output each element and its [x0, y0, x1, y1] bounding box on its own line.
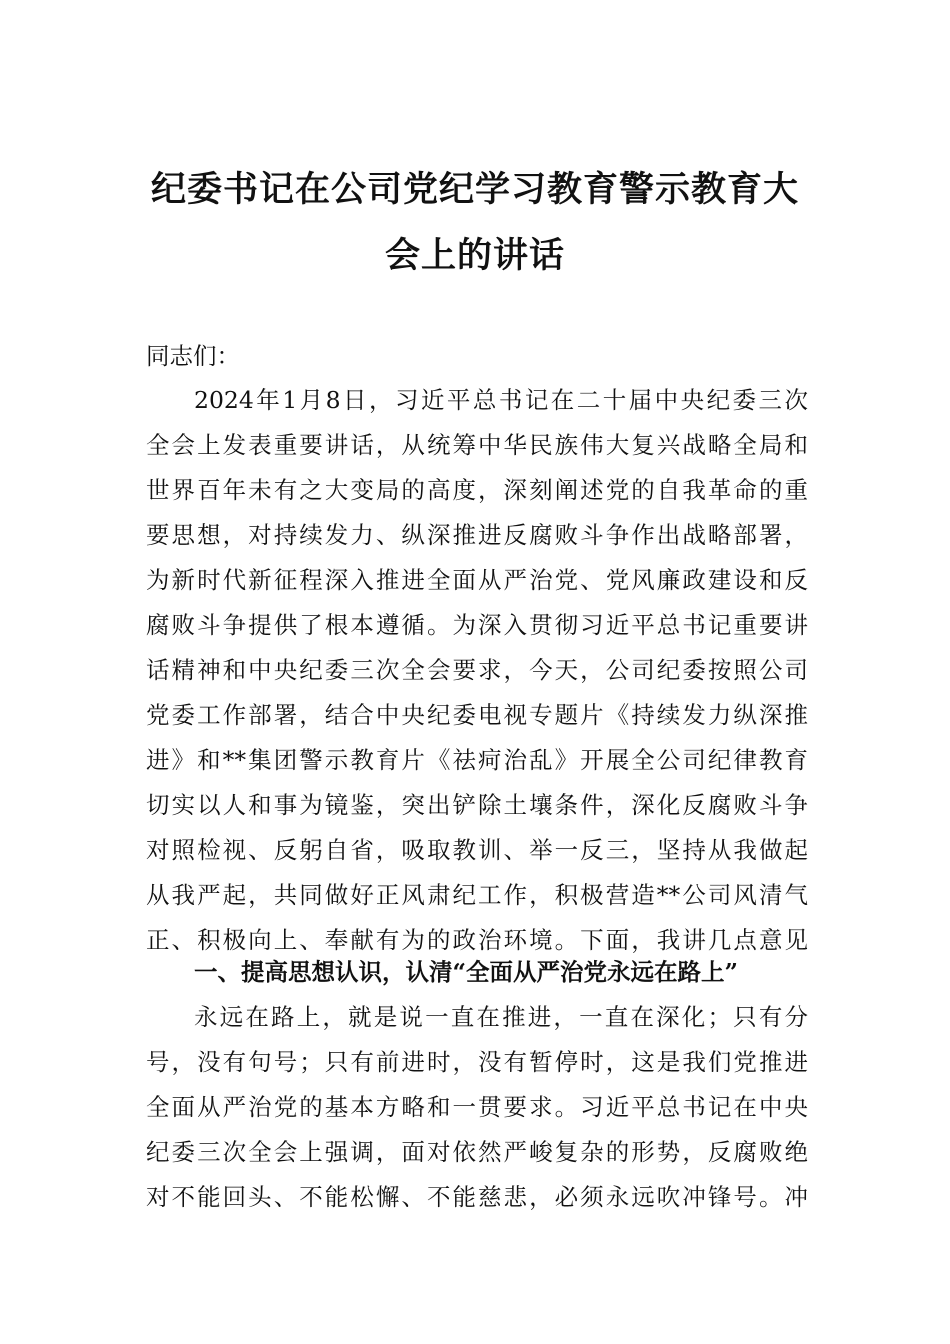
paragraph-line: 要思想，对持续发力、纵深推进反腐败斗争作出战略部署，: [146, 521, 808, 549]
paragraph-line: 进》和**集团警示教育片《祛疴治乱》开展全公司纪律教育: [146, 746, 808, 774]
salutation-text: 同志们：: [146, 342, 240, 370]
paragraph-line: 对不能回头、不能松懈、不能慈悲，必须永远吹冲锋号。冲: [146, 1183, 808, 1211]
paragraph-line: 话精神和中央纪委三次全会要求，今天，公司纪委按照公司: [146, 656, 808, 684]
paragraph-line: 世界百年未有之大变局的高度，深刻阐述党的自我革命的重: [146, 476, 808, 504]
section-heading-1: [146, 950, 808, 995]
paragraph-line: 纪委三次全会上强调，面对依然严峻复杂的形势，反腐败绝: [146, 1138, 808, 1166]
paragraph-line: 永远在路上，就是说一直在推进，一直在深化；只有分: [194, 1003, 808, 1031]
paragraph-2: [146, 995, 808, 1220]
paragraph-line: 腐败斗争提供了根本遵循。为深入贯彻习近平总书记重要讲: [146, 611, 808, 639]
paragraph-line: 切实以人和事为镜鉴，突出铲除土壤条件，深化反腐败斗争: [146, 791, 808, 819]
paragraph-line: 正、积极向上、奉献有为的政治环境。下面，我讲几点意见: [146, 926, 808, 954]
section-heading-text: 一、提高思想认识，认清“全面从严治党永远在路上”: [194, 958, 739, 986]
paragraph-line: 从我严起，共同做好正风肃纪工作，积极营造**公司风清气: [146, 881, 808, 909]
paragraph-1: [146, 378, 808, 963]
document-title-line-2: 会上的讲话: [384, 235, 565, 276]
paragraph-line: 对照检视、反躬自省，吸取教训、举一反三，坚持从我做起: [146, 836, 808, 864]
paragraph-line: 全会上发表重要讲话，从统筹中华民族伟大复兴战略全局和: [146, 431, 808, 459]
paragraph-line: 号，没有句号；只有前进时，没有暂停时，这是我们党推进: [146, 1048, 808, 1076]
salutation: [146, 334, 808, 379]
document-title-line-1: 纪委书记在公司党纪学习教育警示教育大: [150, 169, 799, 210]
paragraph-line: 全面从严治党的基本方略和一贯要求。习近平总书记在中央: [146, 1093, 808, 1121]
paragraph-line: 2024年1月8日，习近平总书记在二十届中央纪委三次: [194, 386, 808, 414]
paragraph-line: 党委工作部署，结合中央纪委电视专题片《持续发力纵深推: [146, 701, 808, 729]
paragraph-line: 为新时代新征程深入推进全面从严治党、党风廉政建设和反: [146, 566, 808, 594]
